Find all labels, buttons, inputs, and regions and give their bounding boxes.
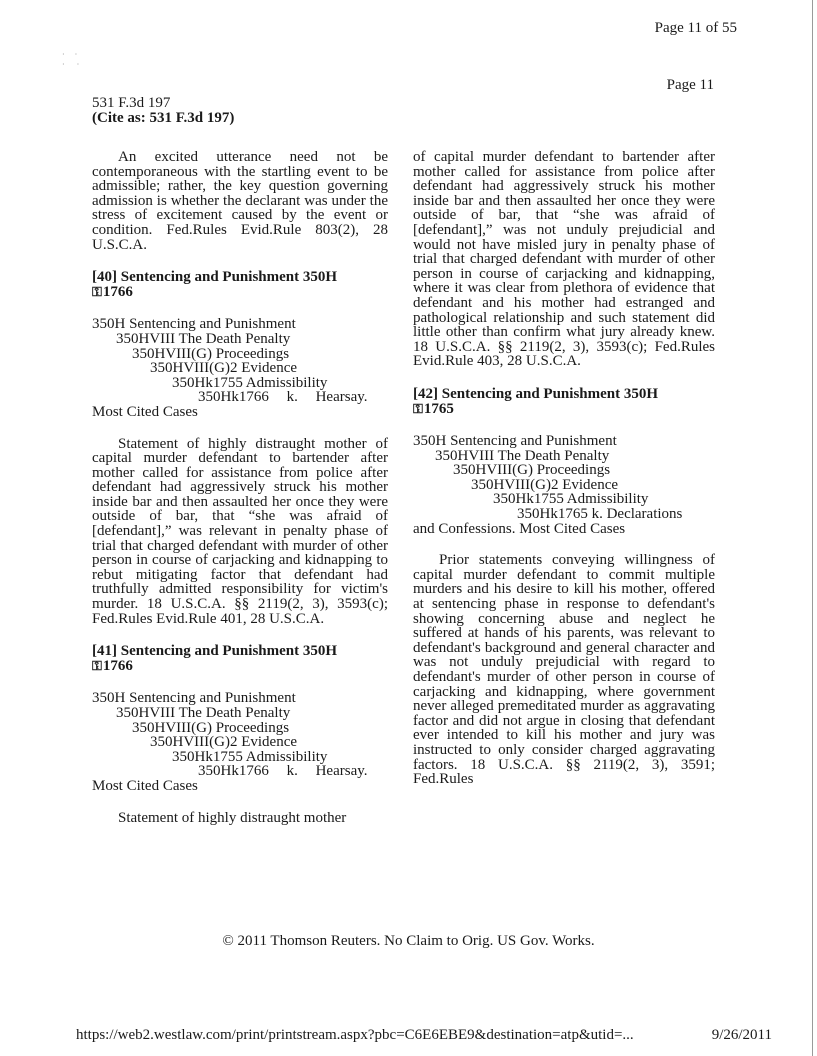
pager: Page 11 of 55 <box>654 20 737 36</box>
most-cited-cases-link[interactable]: Most Cited Cases <box>92 403 198 420</box>
outline-line: 350HVIII(G) Proceedings <box>453 462 611 479</box>
headnote-42-title: [42] Sentencing and Punishment 350H ⚿1765 <box>413 385 659 417</box>
outline-line: 350Hk1766 k. Hearsay. <box>198 389 368 406</box>
outline-line: 350HVIII(G) Proceedings <box>132 719 290 736</box>
copyright-footer: © 2011 Thomson Reuters. No Claim to Orig. US Gov. Works. <box>222 933 595 949</box>
outline-line: 350Hk1755 Admissibility <box>172 748 328 765</box>
print-date: 9/26/2011 <box>711 1027 772 1043</box>
outline-line: 350Hk1765 k. Declarations <box>517 506 683 523</box>
citation: 531 F.3d 197 <box>92 95 171 111</box>
outline-line: 350HVIII(G) Proceedings <box>132 345 290 362</box>
key-number: 1766 <box>102 657 133 674</box>
headnote-41-title: [41] Sentencing and Punishment 350H ⚿1766 <box>92 643 338 674</box>
headnote-40-paragraph: Statement of highly distraught mother of capital murder defendant to bartender after mother called for assistance from police after defendant had aggressively struck his mother inside bar and then assaulted her once they were outside of bar, that “she was afraid of [defendant],” was relevant in penalty phase of trial that charged defendant with murder of other person in course of carjacking and kidnapping to rebut mitigating factor that defendant had truthfully admitted responsibility for victim's murder. 18 U.S.C.A. §§ 2119(2, 3), 3593(c); Fed.Rules Evid.Rule 401, 28 U.S.C.A. <box>92 435 388 627</box>
key-number: 1765 <box>423 400 454 417</box>
headnote-41-paragraph-start: Statement of highly distraught mother <box>118 809 347 826</box>
left-column <box>92 150 388 825</box>
outline-line: 350HVIII(G)2 Evidence <box>471 476 619 493</box>
headnote-42-paragraph: Prior statements conveying willingness of capital murder defendant to commit multiple murders and his desire to kill his mother, offered at sentencing phase in response to defendant's showing concerning abuse and neglect he suffered at hands of his parents, was relevant to defendant's background and general character and was not unduly prejudicial with regard to defendant's murder of other person in course of carjacking and kidnapping, where government never alleged premeditated murder as aggravating factor and did not argue in closing that defendant ever intended to kill his mother and jury was instructed to only consider charged aggravating factors. 18 U.S.C.A. §§ 2119(2, 3), 3591; Fed.Rules <box>413 552 715 788</box>
most-cited-cases-link[interactable]: Most Cited Cases <box>92 777 198 794</box>
page-edge-rule <box>812 0 813 1056</box>
outline-line: 350HVIII The Death Penalty <box>116 330 291 347</box>
right-column <box>413 150 715 787</box>
headnote-41-outline <box>92 691 388 793</box>
key-symbol-icon: ⚿ <box>92 657 102 673</box>
outline-line: 350H Sentencing and Punishment <box>92 690 296 707</box>
continuation-paragraph: of capital murder defendant to bartender after mother called for assistance from police after defendant had aggressively struck his mother inside bar and then assaulted her once they were outside of bar, that “she was afraid of [defendant],” was not unduly prejudicial and would not have misled jury in penalty phase of trial that charged defendant with murder of other person in course of carjacking and kidnapping, where it was clear from plethora of evidence that defendant and his mother had estranged and pathological relationship and such statement did little other than confirm what jury already knew. 18 U.S.C.A. §§ 2119(2, 3), 3593(c); Fed.Rules Evid.Rule 403, 28 U.S.C.A. <box>413 149 715 370</box>
outline-line: 350Hk1755 Admissibility <box>493 491 649 508</box>
citation-block <box>92 96 234 126</box>
key-symbol-icon: ⚿ <box>92 283 102 299</box>
outline-line: 350HVIII The Death Penalty <box>435 447 610 464</box>
key-number: 1766 <box>102 283 133 300</box>
outline-line: 350Hk1766 k. Hearsay. <box>198 763 368 780</box>
headnote-40-title: [40] Sentencing and Punishment 350H ⚿1766 <box>92 269 338 300</box>
outline-line: 350HVIII(G)2 Evidence <box>150 734 298 751</box>
outline-line: 350HVIII The Death Penalty <box>116 705 291 721</box>
print-url[interactable]: https://web2.westlaw.com/print/printstream.aspx?pbc=C6E6EBE9&destination=atp&utid=... <box>76 1027 634 1043</box>
headnote-42-outline <box>413 434 715 536</box>
scan-specks: · · · · <box>62 50 80 69</box>
outline-line: 350Hk1755 Admissibility <box>172 374 328 391</box>
outline-line: 350H Sentencing and Punishment <box>92 316 296 333</box>
key-symbol-icon: ⚿ <box>413 400 423 416</box>
cite-as: (Cite as: 531 F.3d 197) <box>92 110 235 126</box>
headnote-40-outline <box>92 317 388 419</box>
outline-line: 350H Sentencing and Punishment <box>413 433 617 450</box>
intro-paragraph: An excited utterance need not be contemporaneous with the startling event to be admissible; rather, the key question governing admission is whether the declarant was under the stress of excitement caused by the event or condition. Fed.Rules Evid.Rule 803(2), 28 U.S.C.A. <box>92 149 388 253</box>
most-cited-cases-link[interactable]: and Confessions. Most Cited Cases <box>413 520 626 537</box>
outline-line: 350HVIII(G)2 Evidence <box>150 360 298 377</box>
page-number: Page 11 <box>666 77 714 93</box>
